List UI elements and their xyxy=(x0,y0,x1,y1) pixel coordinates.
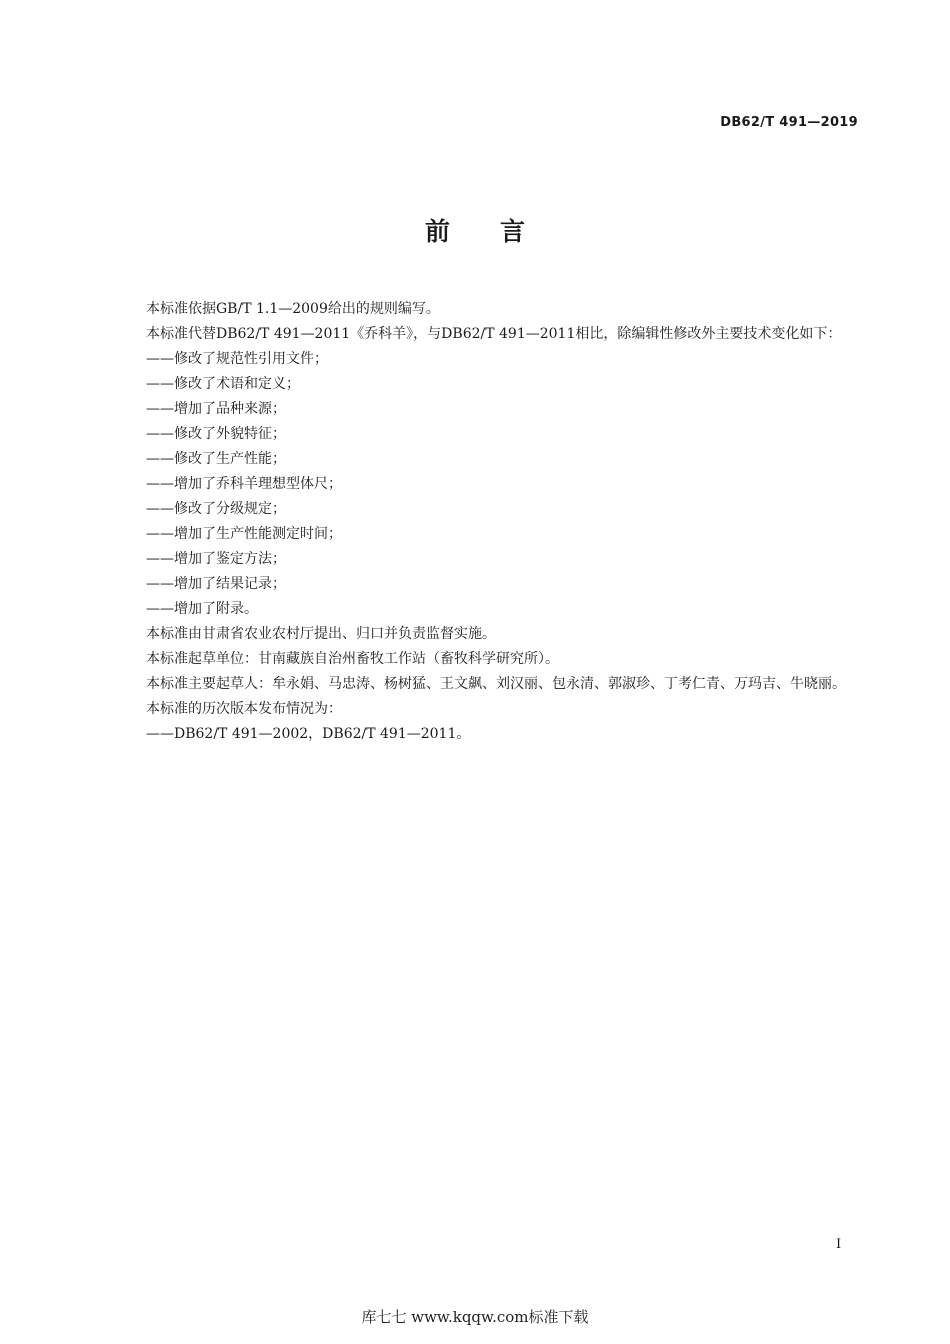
page-title: 前 言 xyxy=(424,217,525,246)
list-item: ——修改了规范性引用文件； xyxy=(146,351,328,367)
list-item: ——增加了生产性能测定时间； xyxy=(146,526,342,542)
paragraph: 本标准由甘肃省农业农村厅提出、归口并负责监督实施。 xyxy=(146,626,496,642)
list-item: ——DB62/T 491—2002，DB62/T 491—2011。 xyxy=(146,726,471,742)
footer-watermark: 库七七 www.kqqw.com标准下载 xyxy=(361,1308,589,1326)
page-number: I xyxy=(836,1237,842,1252)
list-item: ——增加了乔科羊理想型体尺； xyxy=(146,476,342,492)
paragraph: 本标准主要起草人：牟永娟、马忠涛、杨树猛、王文飙、刘汉丽、包永清、郭淑珍、丁考仁青、万玛吉、牛晓丽。 xyxy=(146,676,846,692)
paragraph: 本标准起草单位：甘南藏族自治州畜牧工作站（畜牧科学研究所）。 xyxy=(146,651,559,667)
list-item: ——增加了品种来源； xyxy=(146,401,286,417)
document-code: DB62/T 491—2019 xyxy=(720,115,858,130)
list-item: ——增加了结果记录； xyxy=(146,576,286,592)
list-item: ——修改了分级规定； xyxy=(146,501,286,517)
foreword-body xyxy=(113,297,861,747)
paragraph: 本标准的历次版本发布情况为： xyxy=(146,701,342,717)
list-item: ——修改了生产性能； xyxy=(146,451,286,467)
paragraph: 本标准代替DB62/T 491—2011《乔科羊》，与DB62/T 491—2011相比，除编辑性修改外主要技术变化如下： xyxy=(146,326,842,342)
list-item: ——增加了附录。 xyxy=(146,601,258,617)
list-item: ——修改了术语和定义； xyxy=(146,376,300,392)
list-item: ——增加了鉴定方法； xyxy=(146,551,286,567)
list-item: ——修改了外貌特征； xyxy=(146,426,286,442)
paragraph: 本标准依据GB/T 1.1—2009给出的规则编写。 xyxy=(146,301,440,317)
